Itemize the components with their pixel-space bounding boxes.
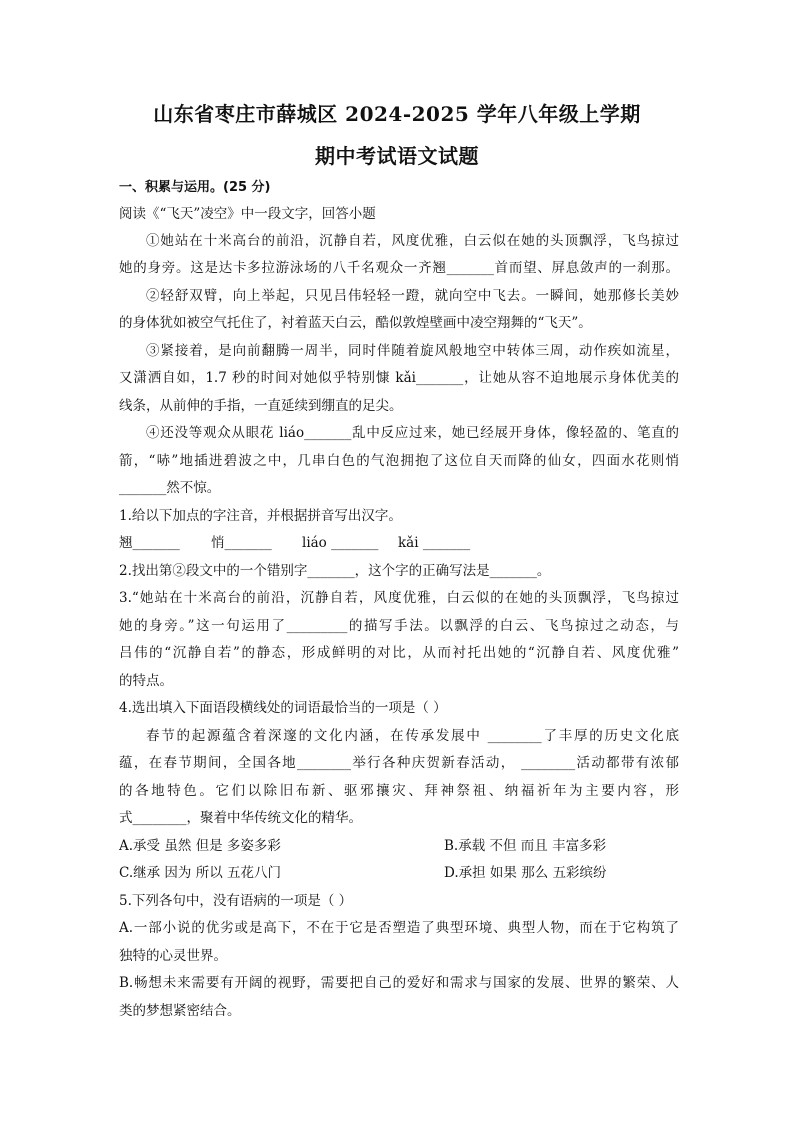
question-1-blank-c: liáo _______: [302, 535, 379, 551]
question-5-stem: 5.下列各句中，没有语病的一项是（ ）: [119, 893, 353, 909]
question-1-stem: 1.给以下加点的字注音，并根据拼音写出汉字。: [119, 508, 402, 524]
section-heading: 一、积累与运用。(25 分): [119, 180, 271, 195]
exam-title-line-1: 山东省枣庄市薛城区 2024-2025 学年八年级上学期: [153, 102, 641, 126]
passage-p1-line2: 她的身旁。这是达卡多拉游泳场的八千名观众一齐翘_______首而望、屏息敛声的一刹那。: [119, 260, 679, 276]
question-2-stem: 2.找出第②段文中的一个错别字_______，这个字的正确写法是_______。: [119, 563, 551, 579]
question-5-option-b-line1[interactable]: B.畅想未来需要有开阔的视野，需要把自己的爱好和需求与国家的发展、世界的繁荣、人: [119, 975, 679, 991]
question-5-option-b-line2: 类的梦想紧密结合。: [119, 1003, 241, 1019]
exam-title-line-2: 期中考试语文试题: [315, 144, 479, 168]
question-1-blank-a: 翘_______: [119, 535, 180, 551]
question-4-option-c[interactable]: C.继承 因为 所以 五花八门: [119, 865, 282, 881]
passage-p3-line2: 又潇洒自如，1.7 秒的时间对她似乎特别慷 kǎi_______，让她从容不迫地展示身体优美的: [119, 370, 679, 386]
question-1-blank-d: kǎi _______: [398, 535, 471, 551]
question-3-line4: 的特点。: [119, 673, 173, 689]
passage-p3-line3: 线条，从前伸的手指，一直延续到绷直的足尖。: [119, 398, 403, 414]
question-5-option-a-line2: 独特的心灵世界。: [119, 948, 227, 964]
passage-p4-line2: 箭，“哧”地插进碧波之中，几串白色的气泡拥抱了这位自天而降的仙女，四面水花则悄: [119, 453, 679, 469]
question-5-option-a-line1[interactable]: A.一部小说的优劣或是高下，不在于它是否塑造了典型环境、典型人物，而在于它构筑了: [119, 920, 679, 936]
question-3-line2: 她的身旁。”这一句运用了_________的描写手法。以飘浮的白云、飞鸟掠过之动态，与: [119, 618, 679, 634]
passage-p2-line2: 的身体犹如被空气托住了，衬着蓝天白云，酷似敦煌壁画中凌空翔舞的“飞天”。: [119, 315, 592, 331]
question-3-line3: 吕伟的“沉静自若”的静态，形成鲜明的对比，从而衬托出她的“沉静自若、风度优雅”: [119, 645, 679, 661]
question-4-stem: 4.选出填入下面语段横线处的词语最恰当的一项是（ ）: [119, 700, 447, 716]
passage-p4-line1: ④还没等观众从眼花 liáo_______乱中反应过来，她已经展开身体，像轻盈的、笔直的: [146, 425, 679, 441]
passage-p4-line3: _______然不惊。: [119, 480, 221, 496]
question-4-passage-line4: 式________，聚着中华传统文化的精华。: [119, 810, 362, 826]
question-3-line1: 3.“她站在十米高台的前沿，沉静自若，风度优雅，白云似的在她的头顶飘浮，飞鸟掠过: [119, 590, 679, 606]
question-1-blank-b: 悄_______: [211, 535, 272, 551]
question-4-passage-line1: 春节的起源蕴含着深邃的文化内涵，在传承发展中 ________了丰厚的历史文化底: [146, 728, 679, 744]
section-intro: 阅读《“飞天”凌空》中一段文字，回答小题: [119, 206, 376, 222]
question-4-passage-line2: 蕴，在春节期间，全国各地________举行各种庆贺新春活动， ________活动都带有浓郁: [119, 755, 679, 771]
question-4-option-d[interactable]: D.承担 如果 那么 五彩缤纷: [444, 865, 607, 881]
passage-p1-line1: ①她站在十米高台的前沿，沉静自若，风度优雅，白云似在她的头顶飘浮，飞鸟掠过: [146, 233, 679, 249]
question-4-option-b[interactable]: B.承载 不但 而且 丰富多彩: [444, 838, 607, 854]
passage-p3-line1: ③紧接着，是向前翻腾一周半，同时伴随着旋风般地空中转体三周，动作疾如流星，: [146, 343, 679, 359]
question-4-option-a[interactable]: A.承受 虽然 但是 多姿多彩: [119, 838, 281, 854]
passage-p2-line1: ②轻舒双臂，向上举起，只见吕伟轻轻一蹬，就向空中飞去。一瞬间，她那修长美妙: [146, 288, 679, 304]
question-4-passage-line3: 的各地特色。它们以除旧布新、驱邪攘灾、拜神祭祖、纳福祈年为主要内容，形: [119, 783, 679, 799]
